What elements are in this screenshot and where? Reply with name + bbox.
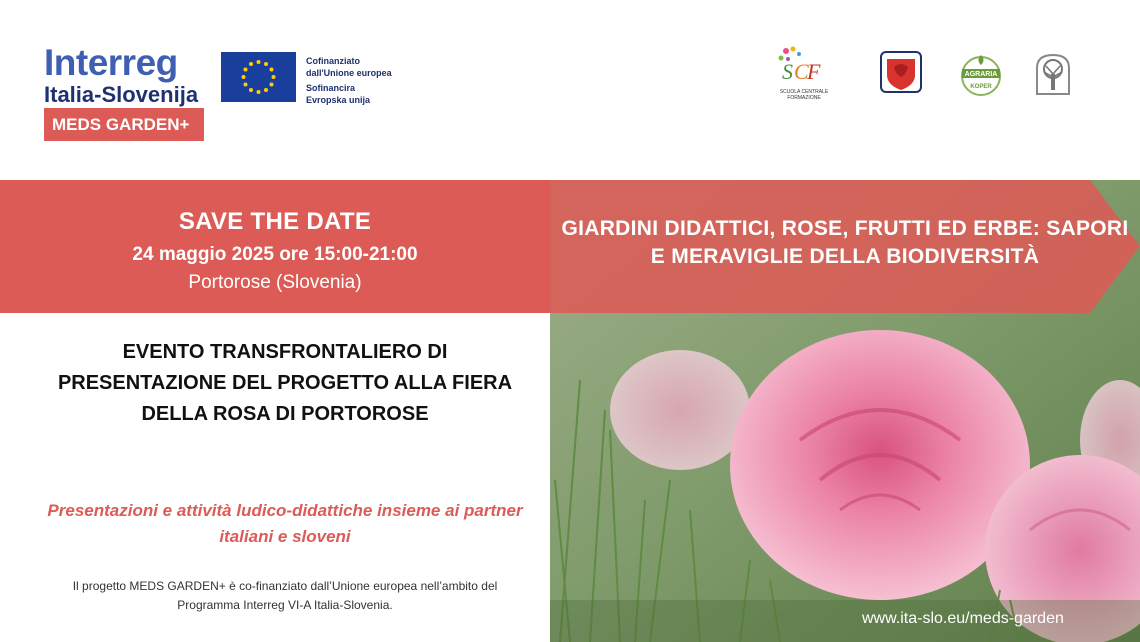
- tree-emblem-icon: [1034, 52, 1072, 96]
- interreg-logo: [44, 44, 198, 107]
- svg-text:F: F: [807, 59, 821, 84]
- funding-footnote: Il progetto MEDS GARDEN+ è co-finanziato dall’Unione europea nell’ambito del Programma Interreg VI-A Italia-Slovenia.: [72, 579, 498, 612]
- event-title: EVENTO TRANSFRONTALIERO DI PRESENTAZIONE DEL PROGETTO ALLA FIERA DELLA ROSA DI PORTOROSE: [57, 341, 513, 425]
- save-the-date-block: [0, 180, 550, 313]
- eu-text-line: Sofinancira: [306, 83, 356, 93]
- save-the-date-title: SAVE THE DATE: [178, 208, 372, 235]
- website-link[interactable]: www.ita-slo.eu/meds-garden: [862, 610, 1064, 627]
- theme-banner-text: GIARDINI DIDATTICI, ROSE, FRUTTI ED ERBE: SAPORI E MERAVIGLIE DELLA BIODIVERSITÀ: [561, 217, 1129, 268]
- eu-text-line: Cofinanziato: [306, 56, 360, 66]
- svg-text:S: S: [782, 59, 793, 84]
- scf-logo: [776, 46, 832, 101]
- event-subtitle: Presentazioni e attività ludico-didattiche insieme ai partner italiani e sloveni: [47, 501, 523, 546]
- interreg-subtitle: Italia-Slovenija: [44, 82, 199, 107]
- eu-text-line: Evropska unija: [306, 95, 371, 105]
- eu-cofinancing-text: [306, 55, 392, 106]
- svg-text:KOPER: KOPER: [970, 84, 992, 90]
- scf-caption: SCUOLA CENTRALE FORMAZIONE: [779, 89, 829, 101]
- eu-flag-icon: [221, 52, 296, 102]
- event-place: Portorose (Slovenia): [188, 272, 362, 293]
- interreg-title: Interreg: [44, 42, 178, 83]
- eu-text-line: dall'Unione europea: [306, 68, 392, 78]
- svg-text:C: C: [794, 59, 809, 84]
- svg-text:AGRARIA: AGRARIA: [964, 71, 998, 78]
- event-date-time: 24 maggio 2025 ore 15:00-21:00: [132, 244, 418, 265]
- header: [0, 0, 1140, 180]
- agraria-koper-logo: [959, 52, 1003, 96]
- project-badge: MEDS GARDEN+: [44, 108, 204, 141]
- portorose-emblem-icon: [880, 51, 922, 93]
